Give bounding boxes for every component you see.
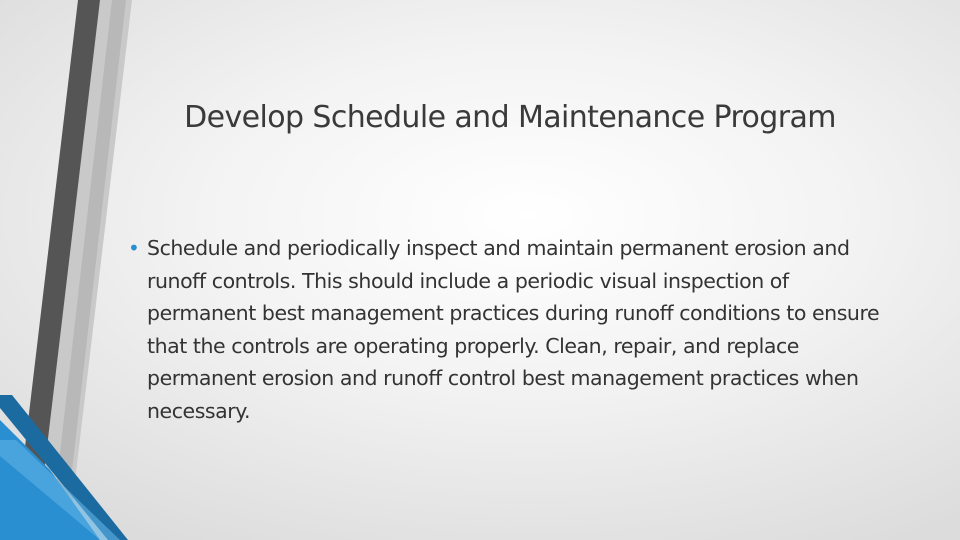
bullet-text: Schedule and periodically inspect and maintain permanent erosion and runoff controls. This should include a periodic visual inspection of permanent best management practices during runoff conditions to ensure that the controls are operating properly. Clean, repair, and replace permanent erosion and runoff control best management practices when necessary. [147, 236, 880, 423]
bullet-dot-icon: • [128, 236, 140, 260]
bullet-item [128, 232, 898, 427]
slide-body [128, 232, 898, 427]
slide-title: Develop Schedule and Maintenance Program [184, 100, 836, 135]
